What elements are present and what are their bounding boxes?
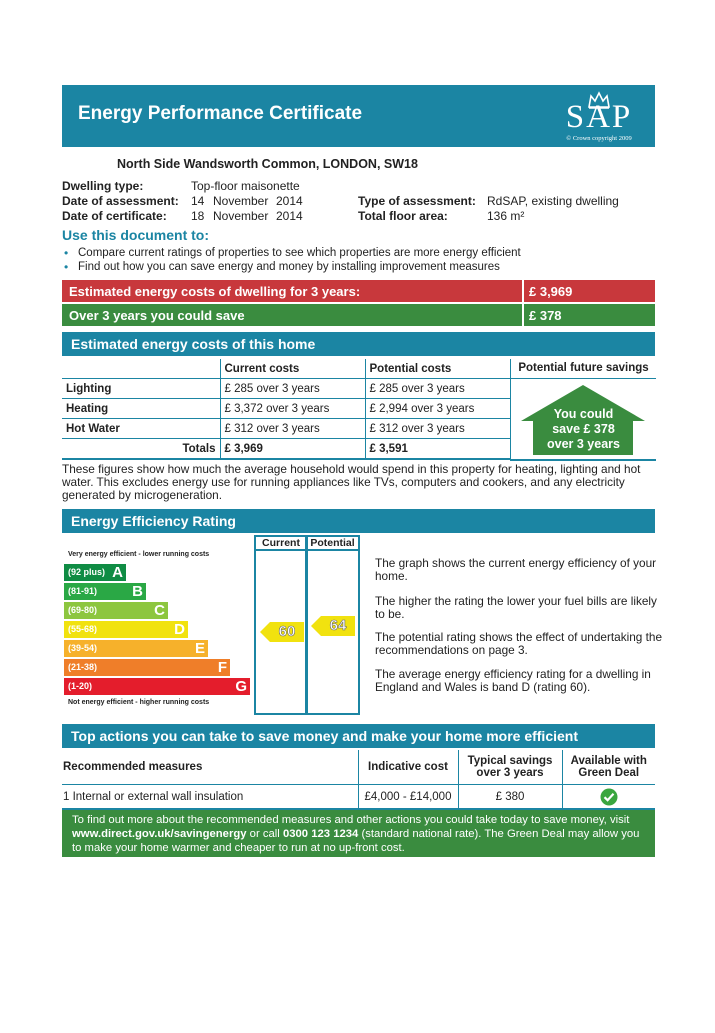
savings-value: £ 378 <box>529 308 562 323</box>
footer-info <box>62 810 655 857</box>
actions-section-header <box>62 724 655 748</box>
assessment-month: November <box>213 194 269 208</box>
band-letter: B <box>132 583 143 600</box>
indicative-cost-header: Indicative cost <box>358 750 458 785</box>
assessment-type-label: Type of assessment: <box>358 194 476 208</box>
empty-header <box>62 359 220 379</box>
assessment-date-label: Date of assessment: <box>62 194 179 208</box>
certificate-year: 2014 <box>276 209 303 223</box>
save-house-line1: You could <box>553 407 614 421</box>
potential-future-savings <box>510 359 656 461</box>
rating-section-header <box>62 509 655 533</box>
certificate-month: November <box>213 209 269 223</box>
check-icon <box>600 788 618 806</box>
actions-header-row <box>62 750 655 785</box>
totals-current: £ 3,969 <box>220 439 365 460</box>
rating-band-c <box>64 602 168 619</box>
band-letter: F <box>217 659 227 676</box>
table-row <box>62 379 510 399</box>
band-range: (1-20) <box>68 681 93 691</box>
table-row <box>62 419 510 439</box>
assessment-day: 14 <box>191 194 205 208</box>
band-letter: C <box>154 602 165 619</box>
certificate-date-label: Date of certificate: <box>62 209 167 223</box>
bottom-caption: Not energy efficient - higher running costs <box>68 699 210 706</box>
measure-savings: £ 380 <box>458 785 562 810</box>
table-row <box>62 785 655 810</box>
property-address: North Side Wandsworth Common, LONDON, SW18 <box>117 157 418 171</box>
use-document-title: Use this document to: <box>62 227 210 243</box>
top-caption: Very energy efficient - lower running costs <box>68 551 210 558</box>
footer-link[interactable]: www.direct.gov.uk/savingenergy <box>72 828 247 840</box>
estimated-cost-label: Estimated energy costs of dwelling for 3 years: <box>69 284 361 299</box>
footer-text: (standard national rate). The Green Deal may allow you to make your home warmer and cheaper to run at no up-front cost. <box>72 828 640 854</box>
totals-row <box>62 439 510 460</box>
use-document-bullet: • Find out how you can save energy and money by installing improvement measures <box>62 260 662 274</box>
assessment-year: 2014 <box>276 194 303 208</box>
footer-text: or call <box>246 828 283 840</box>
measure-cost: £4,000 - £14,000 <box>358 785 458 810</box>
savings-label: Over 3 years you could save <box>69 308 245 323</box>
table-row <box>62 399 510 419</box>
rating-band-b <box>64 583 146 600</box>
assessment-type-value: RdSAP, existing dwelling <box>487 194 619 208</box>
epc-header <box>62 85 655 147</box>
measure-name: 1 Internal or external wall insulation <box>62 785 358 810</box>
save-house-line2: save £ 378 <box>552 422 615 436</box>
dwelling-type-label: Dwelling type: <box>62 179 144 193</box>
sap-logo-text: SAP <box>565 99 633 135</box>
measures-header: Recommended measures <box>62 750 358 785</box>
actions-table <box>62 750 655 810</box>
floor-area-label: Total floor area: <box>358 209 448 223</box>
potential-column-header: Potential <box>310 537 355 549</box>
current-column-header: Current <box>262 537 300 549</box>
rating-explanation: The average energy efficiency rating for a dwelling in England and Wales is band D (rating 60). <box>375 667 651 694</box>
column-header-divider <box>254 549 358 551</box>
rating-explanation: The higher the rating the lower your fuel bills are likely to be. <box>375 594 657 621</box>
cost-row-potential: £ 2,994 over 3 years <box>365 399 510 419</box>
dwelling-type-value: Top-floor maisonette <box>191 179 300 193</box>
page-title: Energy Performance Certificate <box>78 103 363 124</box>
rating-band-f <box>64 659 230 676</box>
footer-phone: 0300 123 1234 <box>282 828 359 840</box>
rating-band-a <box>64 564 126 581</box>
cost-row-label: Hot Water <box>62 419 220 439</box>
rating-section-title: Energy Efficiency Rating <box>71 513 236 529</box>
green-deal-cell <box>562 785 655 810</box>
cost-row-current: £ 312 over 3 years <box>220 419 365 439</box>
certificate-day: 18 <box>191 209 205 223</box>
green-deal-header: Available with Green Deal <box>562 750 655 785</box>
band-range: (21-38) <box>68 662 98 672</box>
estimated-cost-bar <box>62 280 655 302</box>
actions-section-title: Top actions you can take to save money and make your home more efficient <box>71 728 578 744</box>
save-house-line3: over 3 years <box>547 437 620 451</box>
rating-explanation: The graph shows the current energy efficiency of your home. <box>375 556 657 583</box>
band-letter: G <box>235 678 247 695</box>
current-rating-value: 60 <box>278 623 296 640</box>
sap-logo <box>553 91 645 143</box>
rating-band-e <box>64 640 208 657</box>
estimated-cost-value: £ 3,969 <box>529 284 573 299</box>
cost-row-label: Heating <box>62 399 220 419</box>
cost-row-current: £ 285 over 3 years <box>220 379 365 399</box>
band-letter: D <box>174 621 185 638</box>
rating-chart <box>62 535 360 713</box>
cost-row-potential: £ 312 over 3 years <box>365 419 510 439</box>
costs-table <box>62 359 510 460</box>
costs-section-title: Estimated energy costs of this home <box>71 336 316 352</box>
costs-note: These figures show how much the average household would spend in this property for heating, lighting and hot water. This excludes energy use for running appliances like TVs, computers and cookers, and any electricity generated by microgeneration. <box>62 462 641 502</box>
floor-area-value: 136 m² <box>487 209 525 223</box>
band-range: (92 plus) <box>68 567 106 577</box>
typical-savings-header: Typical savings over 3 years <box>458 750 562 785</box>
band-letter: E <box>194 640 205 657</box>
savings-bar <box>62 304 655 326</box>
rating-band-g <box>64 678 250 695</box>
use-document-list <box>62 246 662 274</box>
band-range: (55-68) <box>68 624 98 634</box>
totals-label: Totals <box>62 439 220 460</box>
band-range: (69-80) <box>68 605 98 615</box>
cost-row-current: £ 3,372 over 3 years <box>220 399 365 419</box>
future-savings-header: Potential future savings <box>511 359 656 379</box>
cost-row-label: Lighting <box>62 379 220 399</box>
crown-icon <box>587 91 611 109</box>
totals-potential: £ 3,591 <box>365 439 510 460</box>
band-range: (39-54) <box>68 643 98 653</box>
band-letter: A <box>112 564 123 581</box>
potential-rating-value: 64 <box>329 617 347 634</box>
costs-table-header-row <box>62 359 510 379</box>
rating-explanation: The potential rating shows the effect of undertaking the recommendations on page 3. <box>375 630 663 657</box>
cost-row-potential: £ 285 over 3 years <box>365 379 510 399</box>
potential-costs-header: Potential costs <box>365 359 510 379</box>
bar-divider <box>522 280 524 302</box>
bar-divider <box>522 304 524 326</box>
footer-text: To find out more about the recommended measures and other actions you could take today to save money, visit <box>72 814 630 826</box>
costs-section-header <box>62 332 655 356</box>
copyright-text: © Crown copyright 2009 <box>566 135 632 142</box>
band-range: (81-91) <box>68 586 98 596</box>
current-costs-header: Current costs <box>220 359 365 379</box>
use-document-bullet: • Compare current ratings of properties to see which properties are more energy efficient <box>62 246 662 260</box>
rating-band-d <box>64 621 188 638</box>
